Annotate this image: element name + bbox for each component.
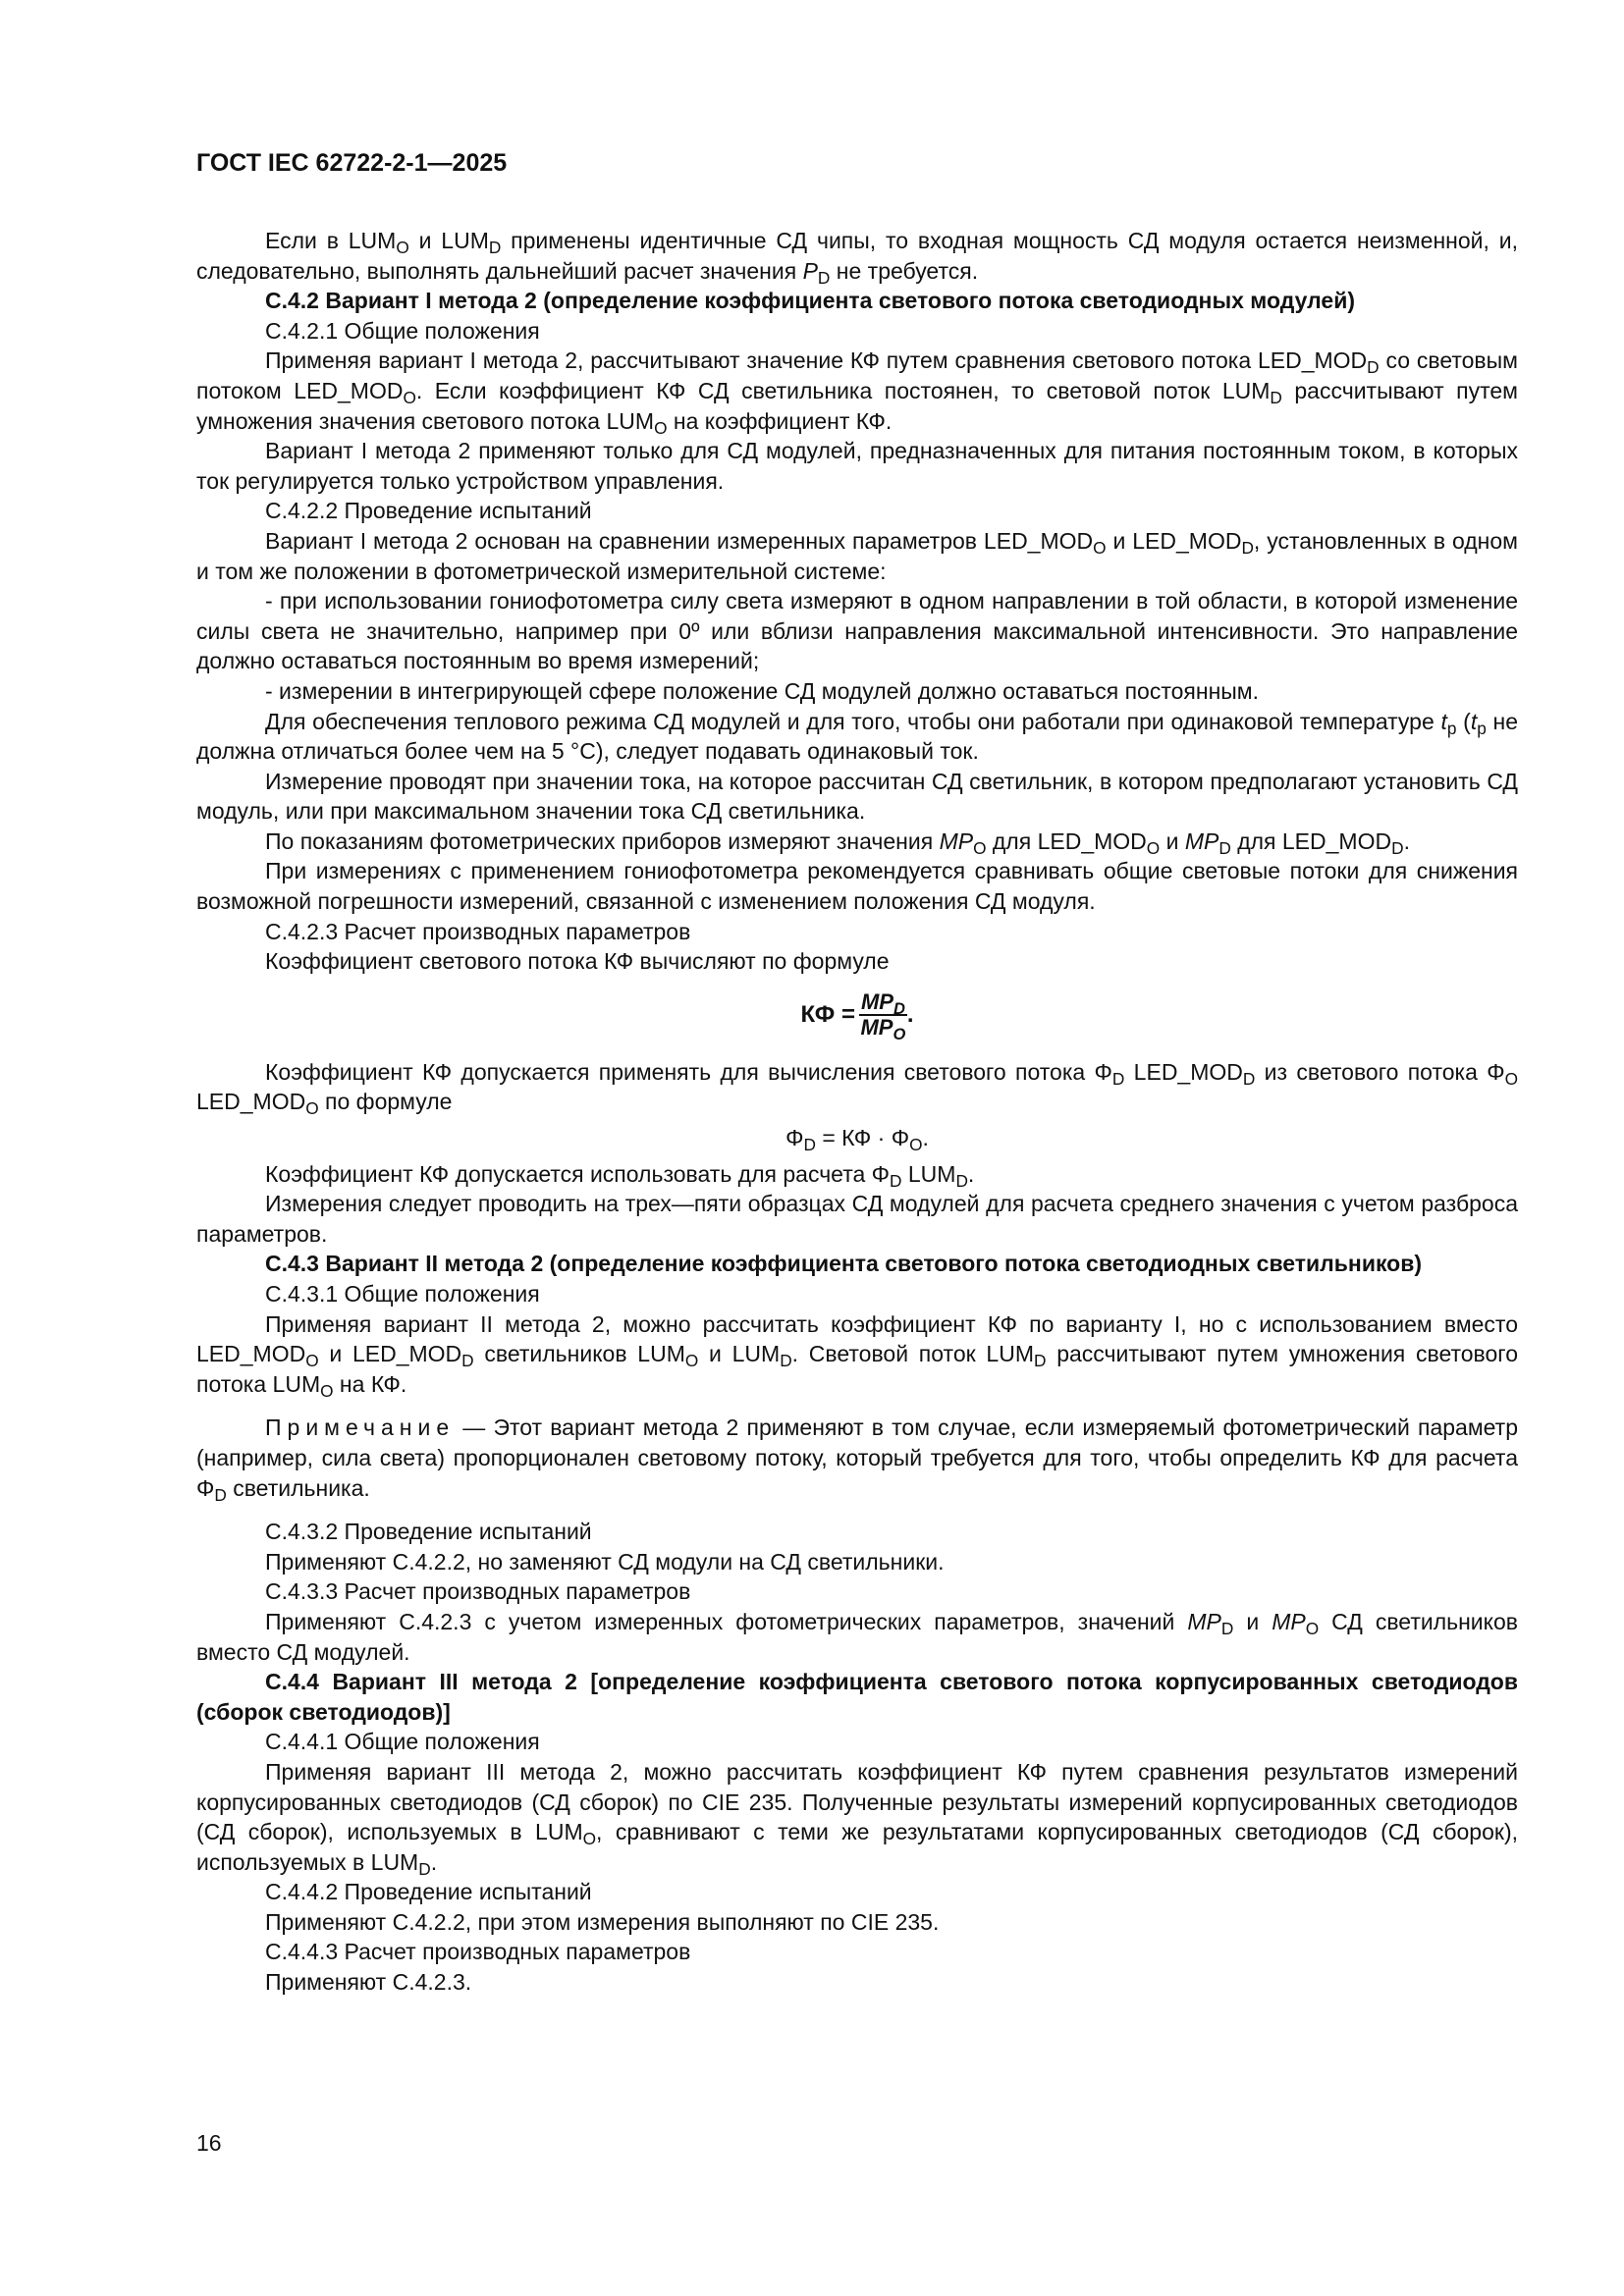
text-run: t <box>1440 708 1447 734</box>
subscript: O <box>1305 1619 1320 1639</box>
text-run: LED_MOD <box>196 1089 306 1115</box>
text-run: светильников LUM <box>473 1341 685 1367</box>
text-run: С.4.4.3 Расчет производных параметров <box>265 1939 691 1965</box>
subscript: D <box>1270 388 1282 408</box>
text-run: MP <box>939 828 974 854</box>
text-run: из светового потока Φ <box>1255 1058 1505 1085</box>
paragraph <box>196 346 1518 436</box>
numerator <box>859 990 907 1016</box>
paragraph <box>196 946 1518 977</box>
subscript: O <box>893 1025 906 1043</box>
subscript: D <box>1241 538 1254 559</box>
formula-kf <box>196 988 1518 1043</box>
text-run: Применяя вариант I метода 2, рассчитывают значение КФ путем сравнения светового потока LED_MOD <box>265 347 1368 374</box>
document-header: ГОСТ IEC 62722-2-1—2025 <box>196 149 508 177</box>
text-run: , сравнивают с теми же результатами корпусированных светодиодов (СД сборок), используемых в LUM <box>196 1819 1519 1875</box>
text-run: . Если коэффициент КФ СД светильника постоянен, то световой поток LUM <box>415 377 1271 403</box>
section-heading <box>196 286 1518 316</box>
paragraph <box>196 586 1518 676</box>
text-run: Вариант I метода 2 применяют только для СД модулей, предназначенных для питания постоянным током, в которых ток регулируется только устройством управления. <box>196 438 1518 494</box>
text-run: и LED_MOD <box>1106 527 1242 554</box>
text-run: Применяют С.4.2.2, но заменяют СД модули на СД светильники. <box>265 1548 945 1575</box>
text-run: С.4.3 Вариант II метода 2 (определение коэффициента светового потока светодиодных светильников) <box>265 1251 1423 1277</box>
text-run: С.4.2.3 Расчет производных параметров <box>265 918 691 944</box>
paragraph <box>196 767 1518 827</box>
subscript: D <box>1367 357 1380 378</box>
text-run: Коэффициент светового потока КФ вычисляют по формуле <box>265 948 890 975</box>
text-run: СД светильников вместо СД модулей. <box>196 1608 1518 1665</box>
text-run: светильника. <box>226 1474 370 1501</box>
subscript: D <box>488 238 502 258</box>
paragraph <box>196 1279 1518 1309</box>
text-run: При измерениях с применением гониофотометра рекомендуется сравнивать общие световые потоки для снижения возможной погрешности измерений, связанной с изменением положения СД модуля. <box>196 858 1518 915</box>
paragraph <box>196 1517 1518 1547</box>
text-run: С.4.3.1 Общие положения <box>265 1281 540 1307</box>
paragraph <box>196 496 1518 526</box>
text-run: Коэффициент КФ допускается использовать для расчета Φ <box>265 1160 891 1187</box>
text-run: . <box>922 1125 929 1151</box>
paragraph <box>196 917 1518 947</box>
subscript: O <box>320 1380 334 1401</box>
subscript: D <box>461 1351 474 1371</box>
subscript: O <box>305 1351 319 1371</box>
subscript: O <box>403 388 416 408</box>
paragraph <box>196 676 1518 707</box>
text-run: С.4.2.1 Общие положения <box>265 317 540 344</box>
subscript: D <box>214 1484 227 1505</box>
text-run: — Этот вариант метода 2 применяют в том случае, если измеряемый фотометрический параметр (например, сила света) пропорционален световому потоку, который требуется для того, чтобы определить КФ для расчета Φ <box>196 1415 1518 1501</box>
paragraph <box>196 1309 1518 1400</box>
text-run: С.4.2 Вариант I метода 2 (определение коэффициента светового потока светодиодных модулей) <box>265 288 1355 314</box>
paragraph <box>196 436 1518 496</box>
subscript: O <box>396 238 409 258</box>
text-run: по формуле <box>318 1089 453 1115</box>
subscript: p <box>1446 718 1457 738</box>
paragraph <box>196 1057 1518 1117</box>
section-heading <box>196 1249 1518 1279</box>
text-run: Применяют С.4.2.3 с учетом измеренных фотометрических параметров, значений <box>265 1608 1188 1634</box>
text-run: Φ <box>785 1125 804 1151</box>
subscript: O <box>1093 538 1107 559</box>
text-run: Измерения следует проводить на трех—пяти образцах СД модулей для расчета среднего значения с учетом разброса параметров. <box>196 1191 1518 1247</box>
text-run: и LUM <box>408 228 489 253</box>
section-heading <box>196 1667 1518 1727</box>
text-run: Вариант I метода 2 основан на сравнении измеренных параметров LED_MOD <box>265 527 1094 554</box>
text-run: . <box>430 1848 438 1875</box>
text-run: на коэффициент КФ. <box>667 407 893 434</box>
formula-end: . <box>906 1000 914 1028</box>
text-run: Применяют С.4.2.3. <box>265 1969 472 1996</box>
paragraph <box>196 1757 1518 1877</box>
text-run: и LUM <box>698 1341 781 1367</box>
paragraph <box>196 856 1518 916</box>
document-body <box>196 226 1518 1998</box>
text-run: на КФ. <box>333 1370 407 1397</box>
subscript: D <box>1391 838 1404 859</box>
text-run: LED_MOD <box>1124 1058 1243 1085</box>
subscript: p <box>1477 718 1487 738</box>
subscript: O <box>973 838 987 859</box>
text-run: t <box>1470 708 1478 734</box>
text-run: Применяя вариант II метода 2, можно рассчитать коэффициент КФ по варианту I, но с использованием вместо LED_MOD <box>196 1310 1518 1367</box>
text-run: С.4.4.2 Проведение испытаний <box>265 1879 592 1905</box>
subscript: D <box>1111 1069 1125 1090</box>
subscript: D <box>418 1858 431 1879</box>
paragraph <box>196 1607 1518 1667</box>
text-run: LUM <box>901 1160 956 1187</box>
text-run: С.4.3.3 Расчет производных параметров <box>265 1578 691 1605</box>
subscript: D <box>955 1170 968 1191</box>
text-run: MP <box>1184 828 1219 854</box>
text-run: С.4.2.2 Проведение испытаний <box>265 498 592 524</box>
text-run: Применяя вариант III метода 2, можно рассчитать коэффициент КФ путем сравнения результатов измерений корпусированных светодиодов (СД сборок) по CIE 235. Полученные результаты измерений корпусированных светодиодов (СД сборок), используемых в LUM <box>196 1758 1518 1845</box>
paragraph <box>196 707 1518 767</box>
subscript: O <box>654 417 668 438</box>
formula-lhs: КФ = <box>800 1000 855 1028</box>
subscript: D <box>1242 1069 1256 1090</box>
subscript: D <box>1033 1351 1047 1371</box>
paragraph <box>196 1547 1518 1577</box>
text-run: - при использовании гониофотометра силу света измеряют в одном направлении в той области, в которой изменение силы света не значительно, например при 0º или вблизи направления максимальной интенсивности. Это направление должно оставаться постоянным во время измерений; <box>196 588 1518 674</box>
text-run: MP <box>1187 1608 1221 1634</box>
text-run: MP <box>1272 1608 1306 1634</box>
denominator-text: MP <box>860 1014 893 1040</box>
text-run: Примечание <box>265 1415 456 1441</box>
formula-flux <box>196 1123 1518 1153</box>
paragraph <box>196 1877 1518 1907</box>
subscript: O <box>684 1351 699 1371</box>
subscript: D <box>1220 1619 1234 1639</box>
numerator-text: MP <box>860 988 893 1014</box>
paragraph <box>196 1727 1518 1757</box>
paragraph <box>196 1907 1518 1938</box>
text-run: применены идентичные СД чипы, то входная мощность СД модуля остается неизменной, и, следовательно, выполнять дальнейший расчет значения <box>196 228 1518 284</box>
text-run: , установленных в одном и том же положении в фотометрической измерительной системе: <box>196 527 1518 584</box>
text-run: рассчитывают путем умножения светового потока LUM <box>196 1341 1518 1397</box>
paragraph <box>196 827 1518 857</box>
subscript: O <box>305 1098 319 1119</box>
text-run: со световым потоком LED_MOD <box>196 347 1518 403</box>
subscript: O <box>582 1829 597 1849</box>
text-run: ( <box>1456 708 1471 734</box>
subscript: D <box>893 999 905 1018</box>
paragraph <box>196 1576 1518 1607</box>
text-run: Для обеспечения теплового режима СД модулей и для того, чтобы они работали при одинаковой температуре <box>265 708 1441 734</box>
paragraph <box>196 226 1518 286</box>
paragraph <box>196 1189 1518 1249</box>
text-run: не должна отличаться более чем на 5 °С), следует подавать одинаковый ток. <box>196 708 1518 765</box>
text-run: не требуется. <box>830 257 979 284</box>
paragraph <box>196 1159 1518 1190</box>
subscript: D <box>1218 838 1231 859</box>
note-paragraph <box>196 1413 1518 1503</box>
text-run: для LED_MOD <box>1230 828 1392 854</box>
text-run: . <box>1403 828 1410 854</box>
page-number: 16 <box>196 2130 222 2156</box>
text-run: для LED_MOD <box>986 828 1147 854</box>
subscript: D <box>890 1170 902 1191</box>
text-run: и <box>1233 1608 1272 1634</box>
subscript: O <box>909 1135 923 1155</box>
text-run: . <box>967 1160 975 1187</box>
text-run: Измерение проводят при значении тока, на которое рассчитан СД светильник, в котором предполагают установить СД модуль, или при максимальном значении тока СД светильника. <box>196 768 1518 825</box>
text-run: С.4.3.2 Проведение испытаний <box>265 1519 592 1545</box>
text-run: . Световой поток LUM <box>791 1341 1034 1367</box>
text-run: P <box>802 257 818 284</box>
subscript: D <box>780 1351 792 1371</box>
text-run: С.4.4 Вариант III метода 2 [определение коэффициента светового потока корпусированных светодиодов (сборок светодиодов)] <box>196 1669 1518 1725</box>
text-run: и <box>1160 828 1185 854</box>
denominator <box>860 1014 906 1043</box>
text-run: рассчитывают путем умножения значения светового потока LUM <box>196 377 1518 434</box>
text-run: = КФ · Φ <box>815 1125 910 1151</box>
subscript: D <box>803 1135 816 1155</box>
text-run: Коэффициент КФ допускается применять для вычисления светового потока Φ <box>265 1058 1112 1085</box>
paragraph <box>196 526 1518 586</box>
text-run: По показаниям фотометрических приборов измеряют значения <box>265 828 940 854</box>
text-run: С.4.4.1 Общие положения <box>265 1729 540 1755</box>
text-run: - измерении в интегрирующей сфере положение СД модулей должно оставаться постоянным. <box>265 677 1259 704</box>
paragraph <box>196 316 1518 347</box>
subscript: O <box>1504 1069 1518 1090</box>
fraction <box>859 988 907 1043</box>
subscript: D <box>817 267 831 288</box>
paragraph <box>196 1967 1518 1998</box>
text-run: и LED_MOD <box>318 1341 462 1367</box>
text-run: Если в LUM <box>265 228 397 253</box>
text-run: Применяют С.4.2.2, при этом измерения выполняют по CIE 235. <box>265 1908 940 1935</box>
subscript: O <box>1146 838 1161 859</box>
paragraph <box>196 1937 1518 1967</box>
